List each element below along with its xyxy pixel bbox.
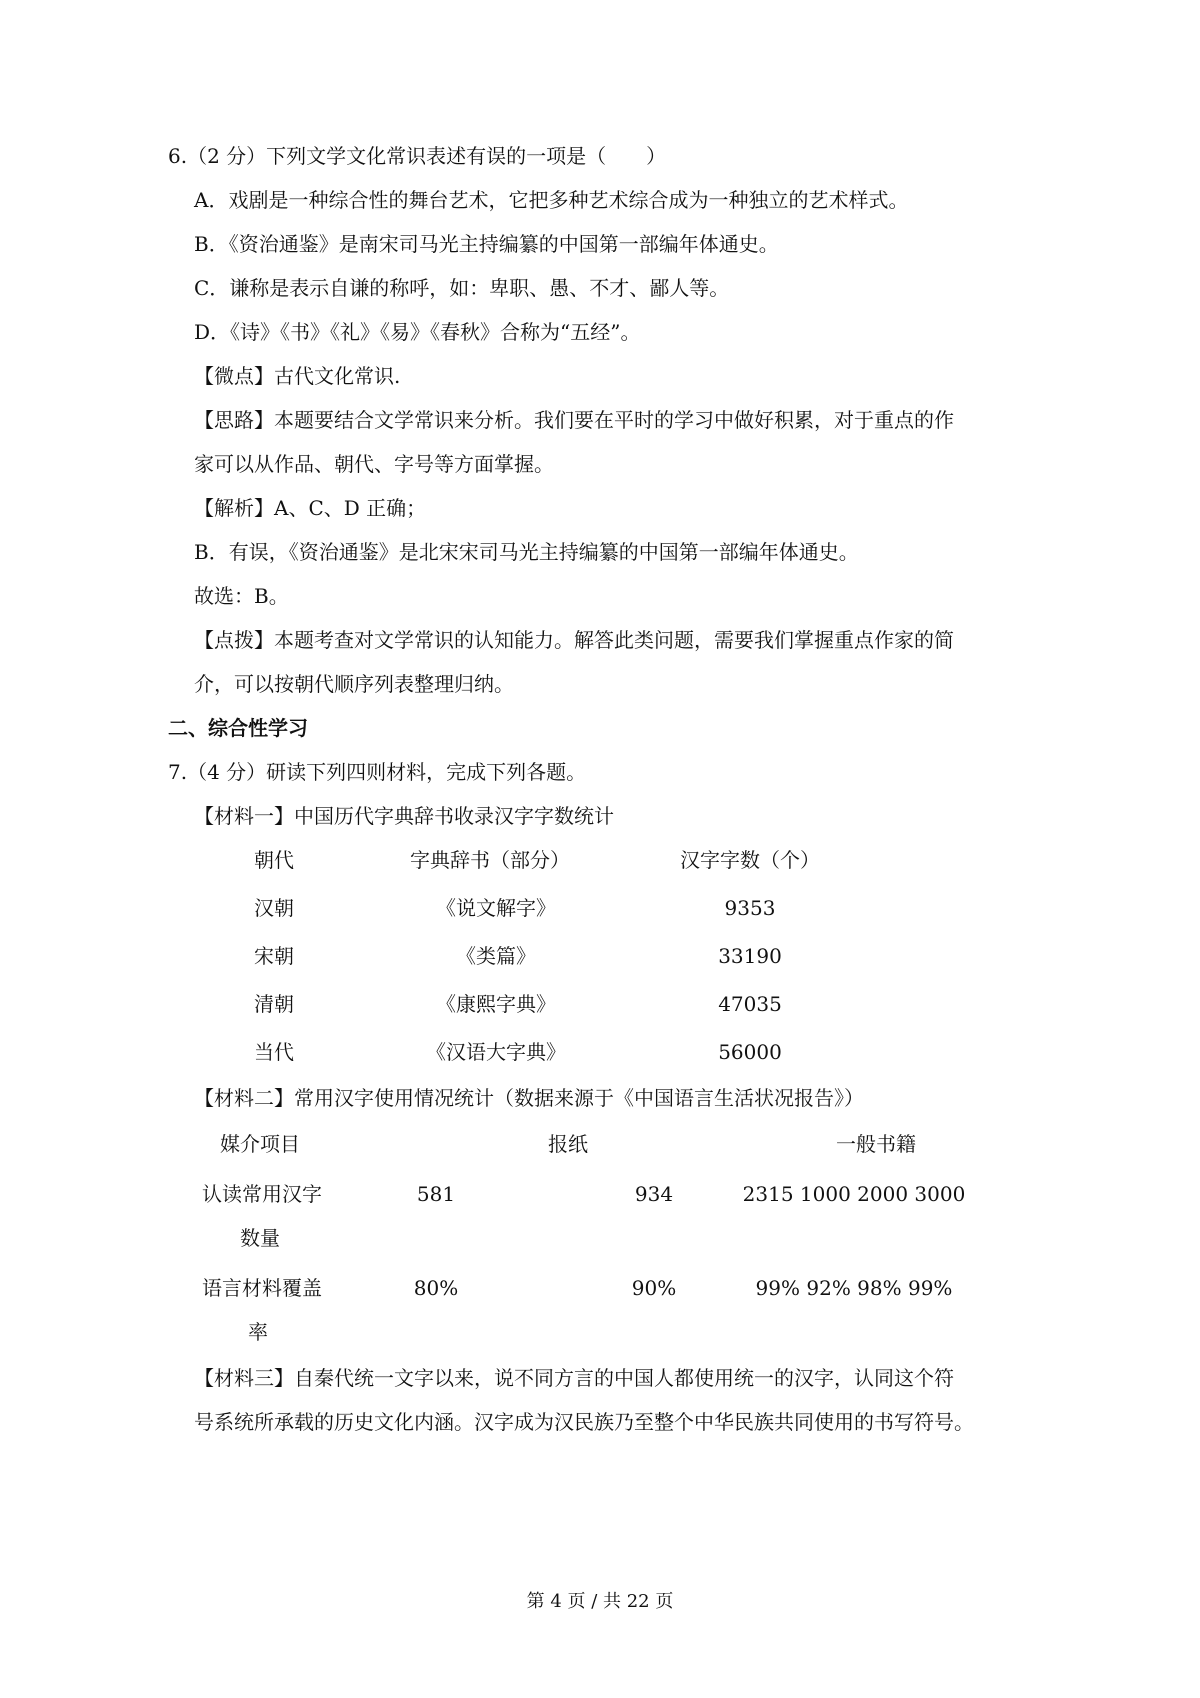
row-label: 认读常用汉字 <box>202 1182 322 1206</box>
table-header: 一般书籍 <box>836 1132 916 1156</box>
q6-option-d: D．《诗》《书》《礼》《易》《春秋》合称为“五经”。 <box>194 320 641 344</box>
q6-option-a: A．戏剧是一种综合性的舞台艺术，它把多种艺术综合成为一种独立的艺术样式。 <box>194 188 909 212</box>
table-cell: 934 <box>634 1182 674 1206</box>
table-header: 报纸 <box>548 1132 588 1156</box>
q6-analysis2: B．有误，《资治通鉴》是北宋宋司马光主持编纂的中国第一部编年体通史。 <box>194 540 859 564</box>
table-cell: 宋朝 <box>254 944 294 968</box>
table-header: 字典辞书（部分） <box>410 848 570 872</box>
table-cell: 80% <box>413 1276 459 1300</box>
table-cell: 汉朝 <box>254 896 294 920</box>
table-header: 朝代 <box>254 848 294 872</box>
material1-title: 【材料一】中国历代字典辞书收录汉字字数统计 <box>194 804 614 828</box>
table-cell: 56000 <box>718 1040 782 1064</box>
q6-option-c: C．谦称是表示自谦的称呼，如：卑职、愚、不才、鄙人等。 <box>194 276 730 300</box>
table-cell: 9353 <box>724 896 776 920</box>
page-footer: 第 4 页 / 共 22 页 <box>526 1591 674 1612</box>
q6-point: 【微点】古代文化常识. <box>194 364 401 388</box>
material2-title: 【材料二】常用汉字使用情况统计（数据来源于《中国语言生活状况报告》） <box>194 1086 864 1110</box>
table-cell: 99% 92% 98% 99% <box>755 1276 953 1300</box>
table-cell: 当代 <box>254 1040 294 1064</box>
table-cell: 清朝 <box>254 992 294 1016</box>
material3-line2: 号系统所承载的历史文化内涵。汉字成为汉民族乃至整个中华民族共同使用的书写符号。 <box>194 1410 974 1434</box>
row-label: 语言材料覆盖 <box>202 1276 322 1300</box>
row-label: 数量 <box>240 1226 280 1250</box>
material3-line1: 【材料三】自秦代统一文字以来，说不同方言的中国人都使用统一的汉字，认同这个符 <box>194 1366 954 1390</box>
q6-tip-line1: 【点拨】本题考查对文学常识的认知能力。解答此类问题，需要我们掌握重点作家的简 <box>194 628 954 652</box>
table-cell: 90% <box>631 1276 677 1300</box>
q7-stem: 7.（4 分）研读下列四则材料，完成下列各题。 <box>168 760 587 784</box>
q6-analysis1: 【解析】A、C、D 正确； <box>194 496 427 520</box>
table-cell: 《说文解字》 <box>436 896 556 920</box>
table-header: 汉字字数（个） <box>680 848 820 872</box>
table-cell: 《康熙字典》 <box>436 992 556 1016</box>
q6-idea-line1: 【思路】本题要结合文学常识来分析。我们要在平时的学习中做好积累，对于重点的作 <box>194 408 954 432</box>
q6-idea-line2: 家可以从作品、朝代、字号等方面掌握。 <box>194 452 554 476</box>
q6-tip-line2: 介，可以按朝代顺序列表整理归纳。 <box>194 672 514 696</box>
q6-option-b: B．《资治通鉴》是南宋司马光主持编纂的中国第一部编年体通史。 <box>194 232 779 256</box>
table-cell: 《类篇》 <box>456 944 536 968</box>
table-cell: 《汉语大字典》 <box>426 1040 566 1064</box>
row-label: 率 <box>248 1320 268 1344</box>
q6-answer: 故选：B。 <box>194 584 289 608</box>
section-title: 二、综合性学习 <box>168 716 308 740</box>
table-cell: 2315 1000 2000 3000 <box>742 1182 966 1206</box>
q6-stem: 6.（2 分）下列文学文化常识表述有误的一项是（ ） <box>168 144 667 168</box>
table-cell: 33190 <box>718 944 782 968</box>
table-header: 媒介项目 <box>220 1132 300 1156</box>
table-cell: 47035 <box>718 992 782 1016</box>
table-cell: 581 <box>416 1182 456 1206</box>
